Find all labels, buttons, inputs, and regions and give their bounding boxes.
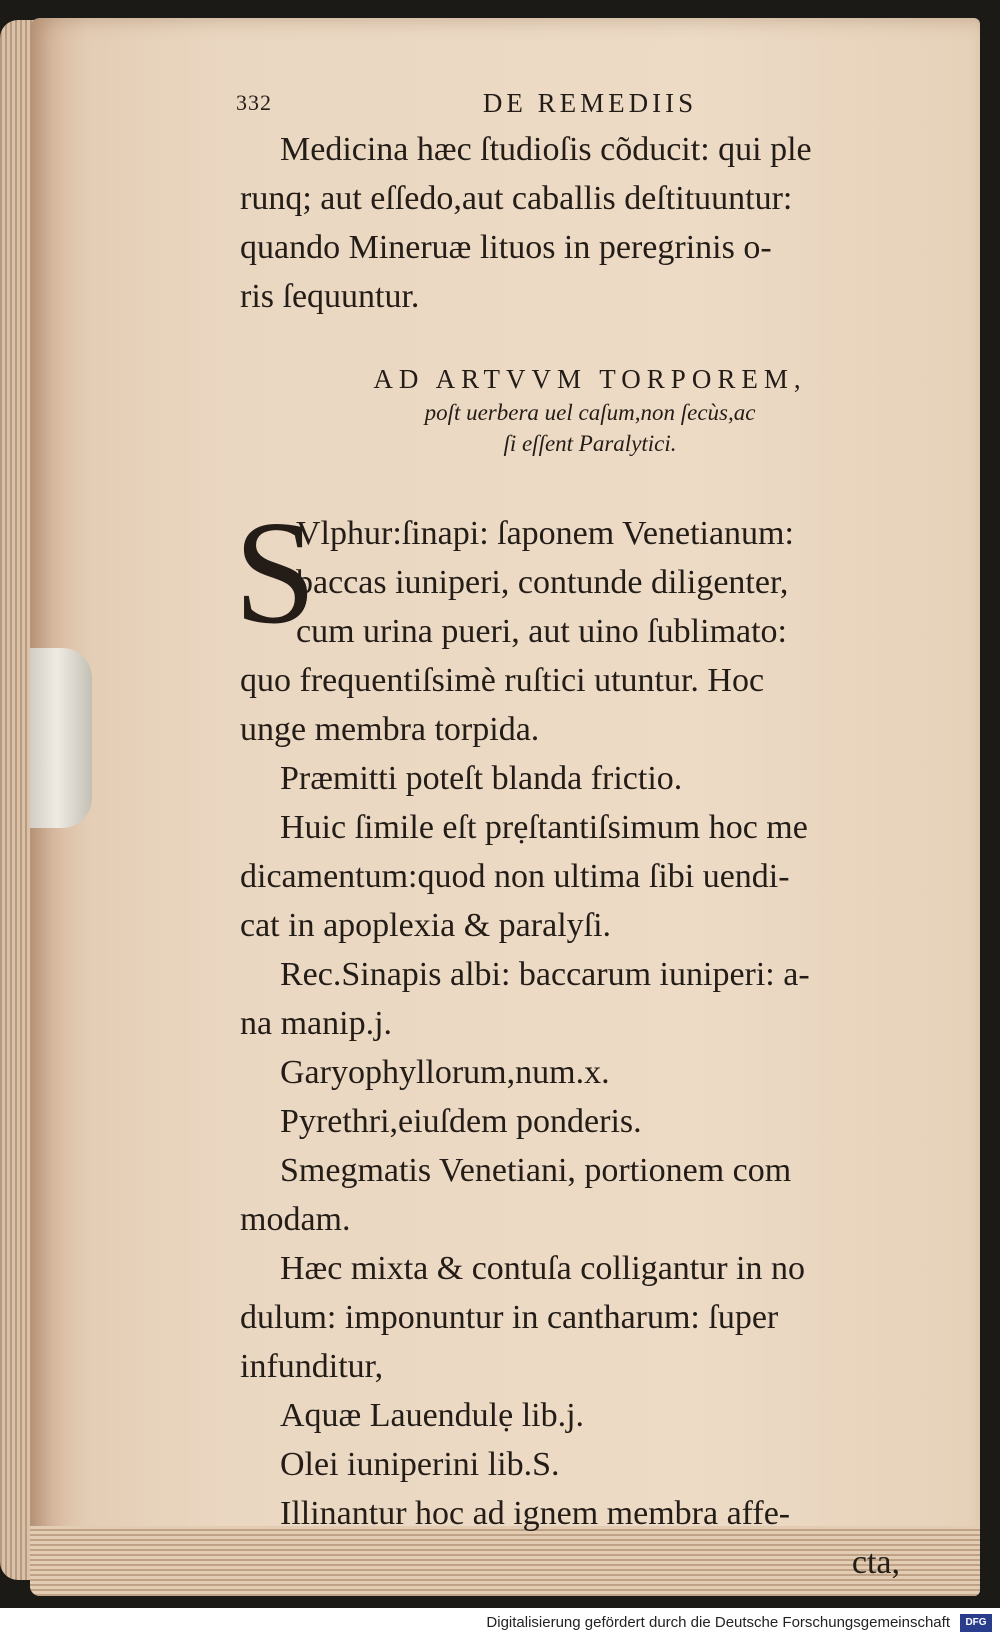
text-line: baccas iuniperi, contunde diligenter,: [296, 564, 789, 601]
text-line: Huic ſimile eſt prẹſtantiſsimum hoc me: [280, 809, 808, 846]
text-line: dulum: imponuntur in cantharum: ſuper: [240, 1299, 779, 1336]
text-line: Pyrethri,eiuſdem ponderis.: [280, 1103, 642, 1140]
text-line: Medicina hæc ſtudioſis cõducit: qui ple: [280, 131, 812, 168]
text-line: Olei iuniperini lib.S.: [280, 1446, 560, 1483]
footer-bar: [0, 1608, 1000, 1638]
text-line: dicamentum:quod non ultima ſibi uendi-: [240, 858, 790, 895]
running-head: [236, 88, 940, 119]
text-line: ris ſequuntur.: [240, 278, 420, 315]
text-line: modam.: [240, 1201, 351, 1238]
text-line: Smegmatis Venetiani, portionem com: [280, 1152, 792, 1189]
text-line: cat in apoplexia & paralyſi.: [240, 907, 612, 944]
first-paragraph: [234, 491, 940, 656]
page-text: [234, 88, 940, 1587]
text-line: Hæc mixta & contuſa colligantur in no: [280, 1250, 806, 1287]
text-line: Vlphur:ſinapi: ſaponem Venetianum:: [296, 515, 794, 552]
section-subtitle: poſt uerbera uel caſum,non ſecùs,ac: [424, 400, 756, 425]
text-line: Rec.Sinapis albi: baccarum iuniperi: a-: [280, 956, 810, 993]
text-line: unge membra torpida.: [240, 711, 540, 748]
drop-cap: S: [234, 491, 317, 655]
section-title: AD ARTVVM TORPOREM,: [373, 364, 807, 394]
catchword: cta,: [851, 1544, 900, 1581]
book-page: [30, 18, 980, 1596]
text-line: cum urina pueri, aut uino ſublimato:: [296, 613, 788, 650]
page-number: 332: [236, 90, 272, 115]
text-line: infunditur,: [240, 1348, 384, 1385]
text-line: na manip.j.: [240, 1005, 393, 1042]
dfg-logo: DFG: [960, 1614, 992, 1632]
text-line: runq; aut eſſedo,aut caballis deſtituuntur:: [240, 180, 793, 217]
text-line: quo frequentiſsimè ruſtici utuntur. Hoc: [240, 662, 765, 699]
text-line: Aquæ Lauendulẹ lib.j.: [280, 1397, 585, 1434]
section-subtitle: ſi eſſent Paralytici.: [503, 431, 677, 456]
text-line: Præmitti poteſt blanda frictio.: [280, 760, 683, 797]
page-clip: [30, 648, 92, 828]
text-line: quando Mineruæ lituos in peregrinis o-: [240, 229, 772, 266]
running-head-title: DE REMEDIIS: [482, 88, 698, 118]
footer-credit: Digitalisierung gefördert durch die Deutsche Forschungsgemeinschaft: [486, 1614, 950, 1631]
text-line: Garyophyllorum,num.x.: [280, 1054, 610, 1091]
text-line: Illinantur hoc ad ignem membra affe-: [280, 1495, 791, 1532]
